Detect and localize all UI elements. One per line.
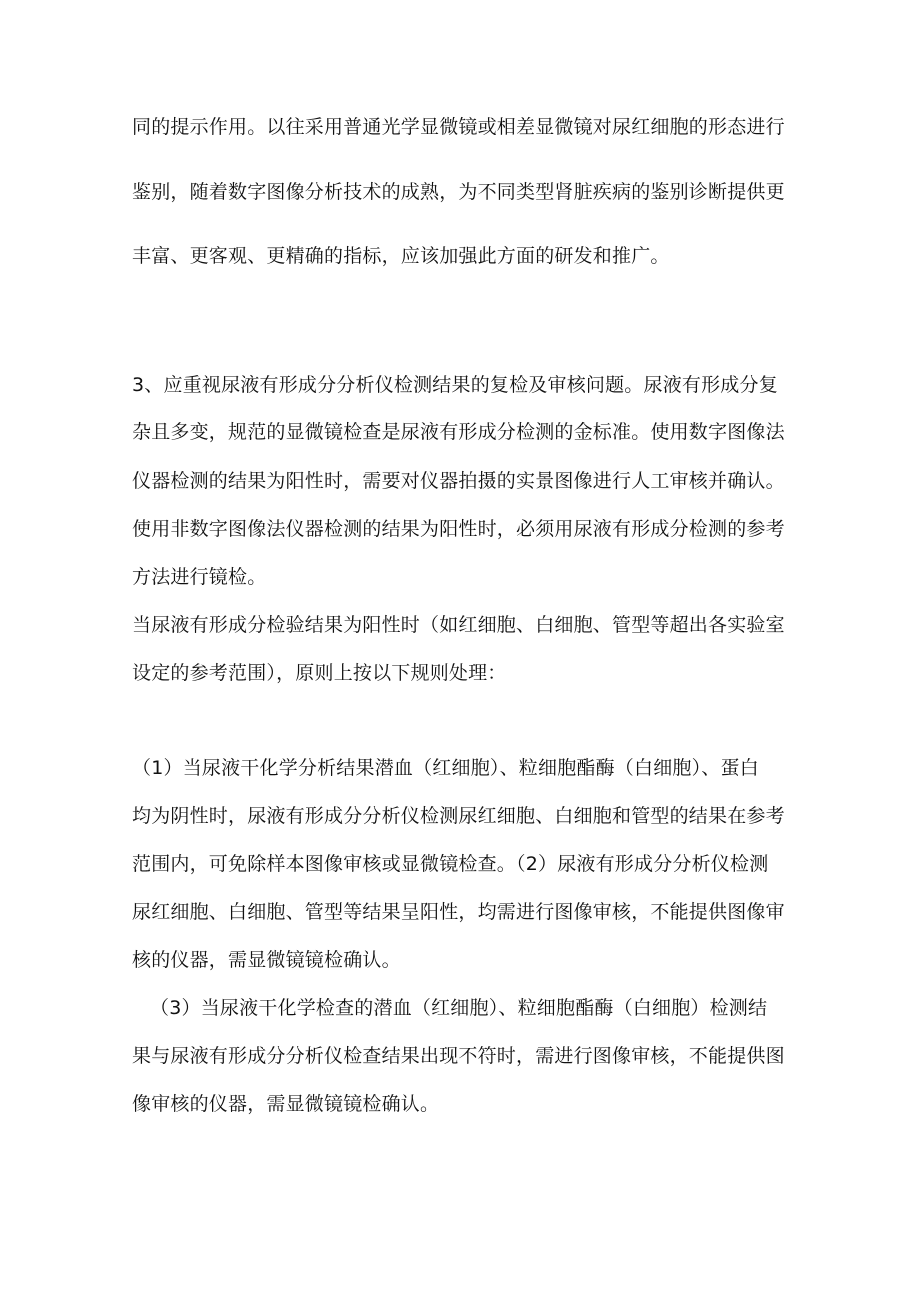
text-line: （3）当尿液干化学检查的潜血（红细胞）、粒细胞酯酶（白细胞）检测结 — [150, 997, 768, 1019]
text-line: 果与尿液有形成分分析仪检查结果出现不符时，需进行图像审核，不能提供图 — [132, 1045, 785, 1067]
text-line: 范围内，可免除样本图像审核或显微镜检查。（2）尿液有形成分分析仪检测 — [132, 853, 769, 875]
text-line: 鉴别，随着数字图像分析技术的成熟，为不同类型肾脏疾病的鉴别诊断提供更 — [132, 181, 785, 203]
text-line: 均为阴性时，尿液有形成分分析仪检测尿红细胞、白细胞和管型的结果在参考 — [132, 805, 785, 827]
text-line: 丰富、更客观、更精确的指标，应该加强此方面的研发和推广。 — [132, 245, 670, 267]
text-line: 仪器检测的结果为阳性时，需要对仪器拍摄的实景图像进行人工审核并确认。 — [132, 470, 785, 492]
text-line: 像审核的仪器，需显微镜镜检确认。 — [132, 1093, 440, 1115]
text-line: 杂且多变，规范的显微镜检查是尿液有形成分检测的金标准。使用数字图像法 — [132, 421, 785, 443]
text-line: 使用非数字图像法仪器检测的结果为阳性时，必须用尿液有形成分检测的参考 — [132, 518, 785, 540]
text-line: 尿红细胞、白细胞、管型等结果呈阳性，均需进行图像审核，不能提供图像审 — [132, 901, 785, 923]
text-line: 方法进行镜检。 — [132, 566, 267, 588]
text-line: 设定的参考范围），原则上按以下规则处理： — [132, 662, 507, 684]
text-line: 同的提示作用。以往采用普通光学显微镜或相差显微镜对尿红细胞的形态进行 — [132, 116, 785, 138]
text-line: 当尿液有形成分检验结果为阳性时（如红细胞、白细胞、管型等超出各实验室 — [132, 614, 785, 636]
text-line: 3、应重视尿液有形成分分析仪检测结果的复检及审核问题。尿液有形成分复 — [132, 374, 778, 396]
text-line: （1）当尿液干化学分析结果潜血（红细胞）、粒细胞酯酶（白细胞）、蛋白 — [132, 757, 759, 779]
text-line: 核的仪器，需显微镜镜检确认。 — [132, 949, 401, 971]
